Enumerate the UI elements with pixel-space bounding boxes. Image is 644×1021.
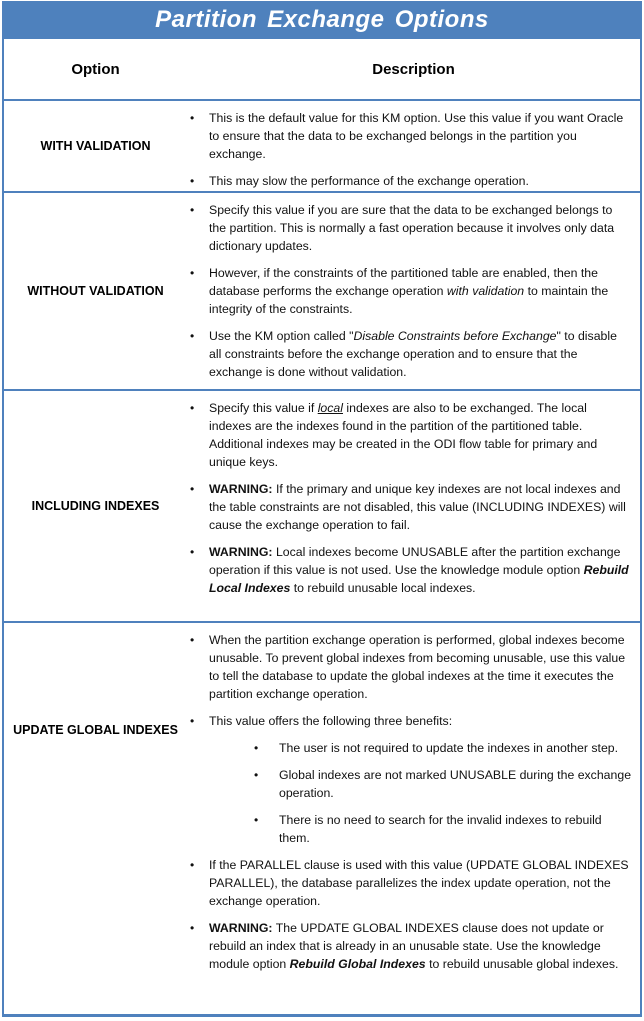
option-label: UPDATE GLOBAL INDEXES xyxy=(13,723,178,737)
option-label: INCLUDING INDEXES xyxy=(31,499,160,513)
bullet-icon: • xyxy=(254,741,259,755)
bullet-item xyxy=(190,631,632,703)
text-segment: Rebuild Local Indexes xyxy=(209,563,629,595)
page-title: Partition Exchange Options xyxy=(155,6,489,33)
bullet-icon: • xyxy=(190,545,195,559)
text-segment: WARNING: xyxy=(209,545,273,559)
bullet-icon: • xyxy=(190,111,195,125)
bullet-item xyxy=(190,543,632,597)
bullet-text xyxy=(209,919,632,973)
bullet-icon: • xyxy=(190,858,195,872)
table-row xyxy=(4,99,640,191)
description-cell xyxy=(187,101,640,191)
partition-exchange-options-table xyxy=(2,1,642,1017)
text-segment: Disable Constraints before Exchange xyxy=(353,329,557,343)
option-cell xyxy=(4,193,187,389)
text-segment: This may slow the performance of the exchange operation. xyxy=(209,174,529,188)
bullet-icon: • xyxy=(190,266,195,280)
sub-bullet-item xyxy=(254,739,632,757)
text-segment: to rebuild unusable local indexes. xyxy=(290,581,476,595)
text-segment: Specify this value if you are sure that the data to be exchanged belongs to the partition. This is normally a fast operation because it involves only data dictionary updates. xyxy=(209,203,615,253)
table-header-row xyxy=(4,39,640,99)
bullet-item xyxy=(190,399,632,471)
text-segment: If the primary and unique key indexes are not local indexes and the table constraints are not disabled, this value (INCLUDING INDEXES) will cause the exchange operation to fail. xyxy=(209,482,626,532)
text-segment: indexes are also to be exchanged. The local indexes are the indexes found in the partition of the partitioned table. Additional indexes may be created in the ODI flow table for primary and unique keys. xyxy=(209,401,598,469)
description-cell xyxy=(187,623,640,1014)
bullet-icon: • xyxy=(190,921,195,935)
bullet-text xyxy=(209,712,632,730)
bullet-text xyxy=(209,631,632,703)
bullet-item xyxy=(190,264,632,318)
text-segment: Local indexes become UNUSABLE after the partition exchange operation if this value is not used. Use the knowledge module option xyxy=(209,545,621,577)
text-segment: Global indexes are not marked UNUSABLE during the exchange operation. xyxy=(279,768,632,800)
option-label: WITHOUT VALIDATION xyxy=(27,284,164,298)
bullet-text xyxy=(279,811,632,847)
bullet-item xyxy=(190,480,632,534)
text-segment: to rebuild unusable global indexes. xyxy=(425,957,619,971)
text-segment: to maintain the integrity of the constraints. xyxy=(209,284,609,316)
bullet-icon: • xyxy=(190,329,195,343)
text-segment: If the PARALLEL clause is used with this value (UPDATE GLOBAL INDEXES PARALLEL), the database parallelizes the index update operation, not the exchange operation. xyxy=(209,858,629,908)
bullet-text xyxy=(209,201,632,255)
column-header-option: Option xyxy=(71,60,120,78)
description-cell xyxy=(187,391,640,621)
sub-bullet-item xyxy=(254,766,632,802)
bullet-item xyxy=(190,856,632,910)
table-title-band xyxy=(4,1,640,39)
text-segment: local xyxy=(317,401,343,415)
bullet-icon: • xyxy=(254,768,259,782)
option-cell xyxy=(4,623,187,1014)
text-segment: Specify this value if xyxy=(209,401,318,415)
bullet-text xyxy=(209,172,632,190)
table-row xyxy=(4,389,640,621)
description-cell xyxy=(187,193,640,389)
text-segment: However, if the constraints of the partitioned table are enabled, then the database performs the exchange operation xyxy=(209,266,598,298)
bullet-item xyxy=(190,109,632,163)
bullet-text xyxy=(279,766,632,802)
bullet-item xyxy=(190,919,632,973)
bullet-icon: • xyxy=(190,482,195,496)
table-body xyxy=(4,99,640,1014)
bullet-icon: • xyxy=(190,714,195,728)
bullet-text xyxy=(279,739,632,757)
text-segment: This value offers the following three benefits: xyxy=(209,714,453,728)
text-segment: Use the KM option called " xyxy=(209,329,354,343)
text-segment: There is no need to search for the invalid indexes to rebuild them. xyxy=(279,813,602,845)
text-segment: " to disable all constraints before the exchange operation and to ensure that the exchange is done without validation. xyxy=(209,329,617,379)
text-segment: Rebuild Global Indexes xyxy=(289,957,426,971)
column-header-description: Description xyxy=(372,60,455,78)
bullet-icon: • xyxy=(190,174,195,188)
text-segment: When the partition exchange operation is performed, global indexes become unusable. To prevent global indexes from becoming unusable, use this value to tell the database to update the global indexes at the time it executes the partition exchange operation. xyxy=(209,633,626,701)
bullet-text xyxy=(209,399,632,471)
option-cell xyxy=(4,391,187,621)
table-row xyxy=(4,621,640,1014)
text-segment: This is the default value for this KM option. Use this value if you want Oracle to ensure that the data to be exchanged belongs in the partition you exchange. xyxy=(209,111,624,161)
text-segment: WARNING: xyxy=(209,482,273,496)
option-label: WITH VALIDATION xyxy=(40,139,151,153)
bullet-text xyxy=(209,480,632,534)
bullet-item xyxy=(190,327,632,381)
bullet-text xyxy=(209,109,632,163)
option-cell xyxy=(4,101,187,191)
bullet-icon: • xyxy=(190,633,195,647)
bullet-item xyxy=(190,712,632,730)
bullet-text xyxy=(209,327,632,381)
text-segment: The user is not required to update the indexes in another step. xyxy=(279,741,619,755)
bullet-text xyxy=(209,856,632,910)
bullet-icon: • xyxy=(190,401,195,415)
bullet-icon: • xyxy=(254,813,259,827)
bullet-item xyxy=(190,201,632,255)
bullet-item xyxy=(190,172,632,190)
text-segment: The UPDATE GLOBAL INDEXES clause does not update or rebuild an index that is already in an unusable state. Use the knowledge module option xyxy=(209,921,604,971)
sub-bullet-item xyxy=(254,811,632,847)
bullet-text xyxy=(209,264,632,318)
table-row xyxy=(4,191,640,389)
text-segment: WARNING: xyxy=(209,921,273,935)
bullet-icon: • xyxy=(190,203,195,217)
bullet-text xyxy=(209,543,632,597)
text-segment: with validation xyxy=(446,284,525,298)
